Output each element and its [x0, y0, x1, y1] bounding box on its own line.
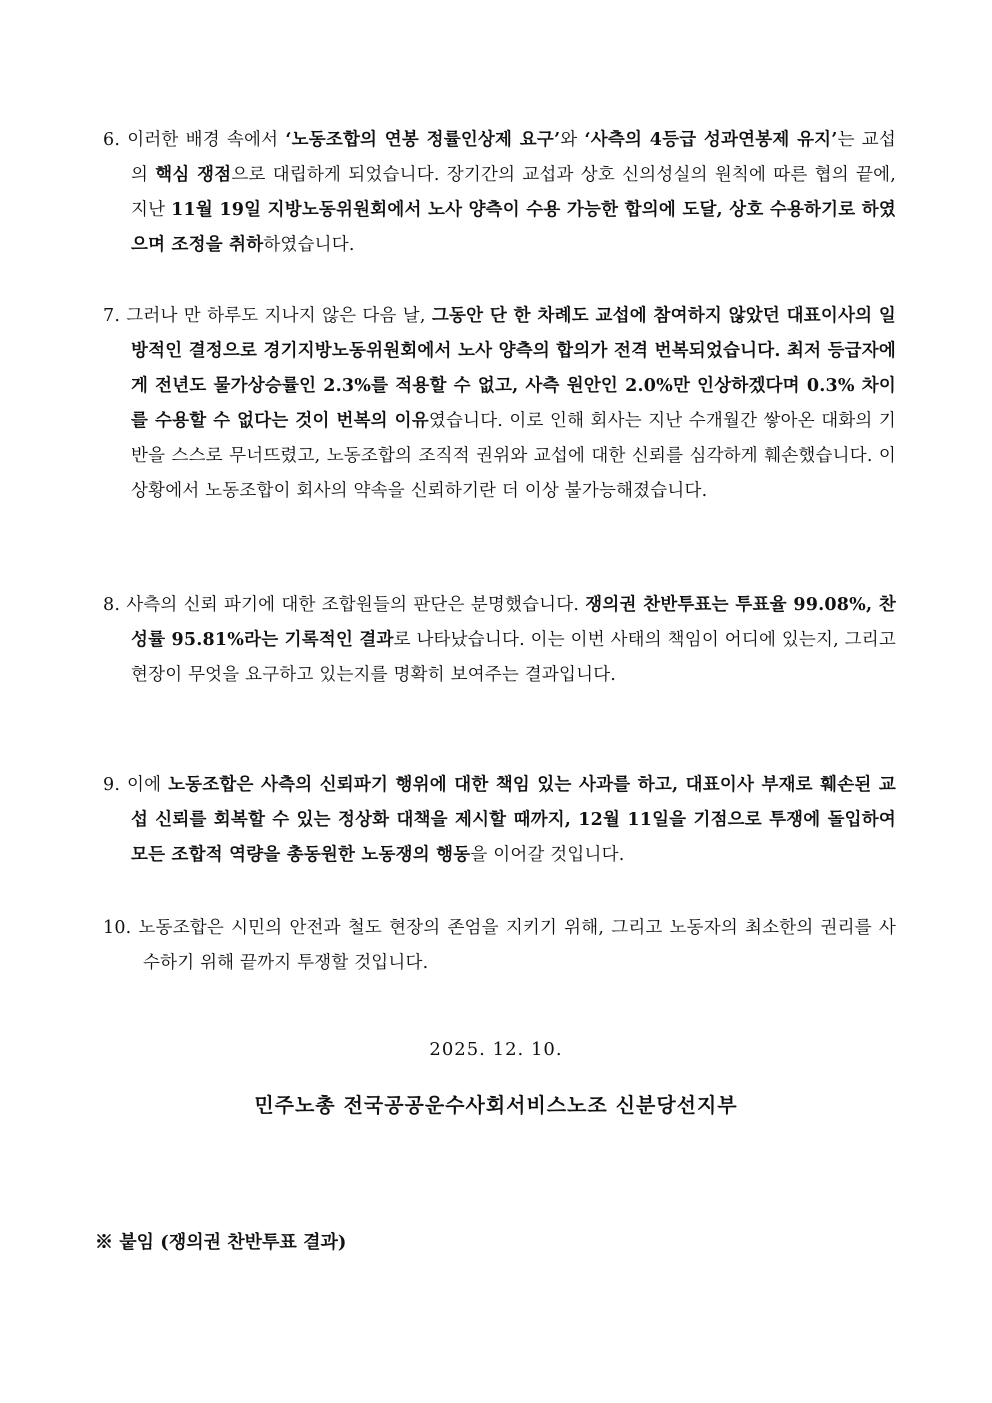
text-segment: 노동조합은 시민의 안전과 철도 현장의 존엄을 지키기 위해, 그리고 노동자의 최소한의 권리를 사수하기 위해 끝까지 투쟁할 것입니다. — [138, 918, 896, 973]
paragraph-number: 8. — [103, 595, 121, 615]
paragraph-9 — [103, 768, 896, 873]
paragraph-body — [127, 775, 896, 865]
paragraph-number: 7. — [103, 306, 121, 326]
paragraph-8 — [103, 588, 896, 693]
text-segment: 이러한 배경 속에서 — [127, 130, 286, 150]
bold-text-segment: ‘사측의 4등급 성과연봉제 유지’ — [584, 130, 838, 150]
text-segment: 그러나 만 하루도 지나지 않은 다음 날, — [126, 306, 432, 326]
text-segment: 으로 대립하게 되었습니다. 장기간의 교섭과 상호 신의성실의 원칙에 따른 협의 끝에, 지난 — [131, 165, 896, 220]
text-segment: 을 이어갈 것입니다. — [470, 845, 625, 865]
paragraph-number: 6. — [103, 130, 121, 150]
paragraph-number: 10. — [103, 918, 132, 938]
bold-text-segment: ‘노동조합의 연봉 정률인상제 요구’ — [285, 130, 561, 150]
text-segment: 로 나타났습니다. 이는 이번 사태의 책임이 어디에 있는지, 그리고 현장이 무엇을 요구하고 있는지를 명확히 보여주는 결과입니다. — [131, 630, 896, 685]
paragraph-10 — [103, 911, 896, 981]
bold-text-segment: 쟁의권 찬반투표는 투표율 99.08%, 찬성률 95.81%라는 기록적인 결과 — [131, 595, 896, 650]
text-segment: 와 — [560, 130, 585, 150]
paragraph-body — [139, 918, 897, 973]
organization-name: 민주노총 전국공공운수사회서비스노조 신분당선지부 — [254, 1093, 738, 1117]
bold-text-segment: 노동조합은 사측의 신뢰파기 행위에 대한 책임 있는 사과를 하고, 대표이사 부재로 훼손된 교섭 신뢰를 회복할 수 있는 정상화 대책을 제시할 때까지, 12월 11일을 기점으로 투쟁에 돌입하여 모든 조합적 역량을 총동원한 노동쟁의 행동 — [131, 775, 896, 865]
text-segment: 였습니다. 이로 인해 회사는 지난 수개월간 쌓아온 대화의 기반을 스스로 무너뜨렸고, 노동조합의 조직적 권위와 교섭에 대한 신뢰를 심각하게 훼손했습니다. 이 상황에서 노동조합이 회사의 약속을 신뢰하기란 더 이상 불가능해졌습니다. — [131, 411, 896, 501]
text-segment: 는 교섭의 — [131, 130, 897, 185]
paragraph-body — [126, 306, 896, 501]
bold-text-segment: 11월 19일 지방노동위원회에서 노사 양측이 수용 가능한 합의에 도달, 상호 수용하기로 하였으며 조정을 취하 — [131, 200, 896, 255]
issue-date: 2025. 12. 10. — [429, 1039, 563, 1060]
paragraph-body — [127, 130, 896, 255]
paragraph-body — [126, 595, 896, 685]
paragraph-6 — [103, 123, 896, 263]
paragraph-number: 9. — [103, 775, 121, 795]
text-segment: 하였습니다. — [263, 235, 355, 255]
attachment-note: ※ 붙임 (쟁의권 찬반투표 결과) — [95, 1232, 347, 1253]
bold-text-segment: 그동안 단 한 차례도 교섭에 참여하지 않았던 대표이사의 일방적인 결정으로 경기지방노동위원회에서 노사 양측의 합의가 전격 번복되었습니다. 최저 등급자에게 전년도 물가상승률인 2.3%를 적용할 수 없고, 사측 원안인 2.0%만 인상하겠다며 0.3% 차이를 수용할 수 없다는 것이 번복의 이유 — [131, 306, 897, 431]
text-segment: 이에 — [126, 775, 169, 795]
text-segment: 사측의 신뢰 파기에 대한 조합원들의 판단은 분명했습니다. — [126, 595, 586, 615]
bold-text-segment: 핵심 쟁점 — [155, 165, 232, 185]
paragraph-7 — [103, 299, 896, 509]
